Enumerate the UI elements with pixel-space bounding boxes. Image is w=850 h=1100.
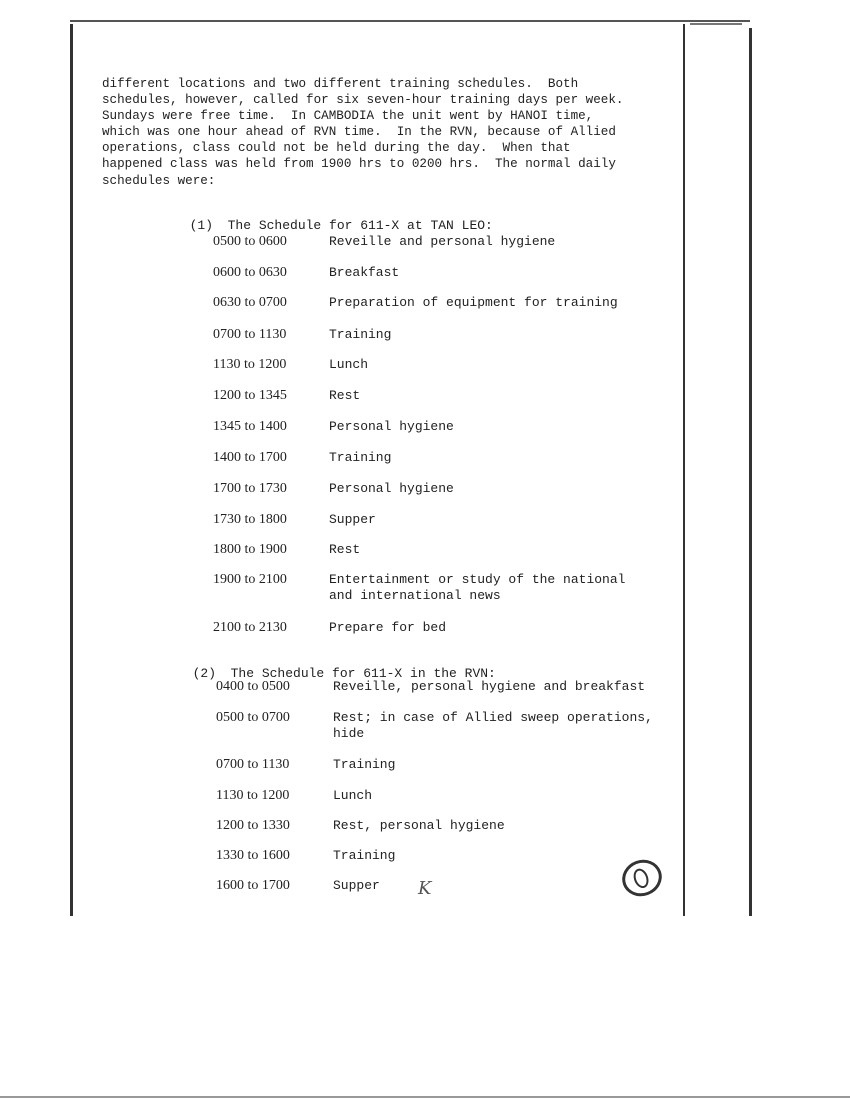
activity: Rest [329, 542, 361, 557]
activity: Personal hygiene [329, 419, 454, 434]
time-range: 1330 to 1600 [216, 848, 290, 863]
time-range: 1900 to 2100 [213, 572, 287, 587]
intro-line: which was one hour ahead of RVN time. In the RVN, because of Allied [102, 125, 616, 140]
activity: Rest, personal hygiene [333, 818, 505, 833]
intro-line: different locations and two different training schedules. Both [102, 77, 579, 91]
time-range: 1800 to 1900 [213, 542, 287, 557]
time-range: 1345 to 1400 [213, 419, 287, 434]
activity-continued: hide [333, 726, 365, 741]
time-range: 0700 to 1130 [213, 327, 287, 342]
time-range: 1130 to 1200 [213, 357, 287, 372]
intro-line: schedules were: [102, 173, 216, 188]
time-range: 0500 to 0600 [213, 234, 287, 249]
activity: Prepare for bed [329, 620, 447, 635]
schedule1-title: The Schedule for 611-X at TAN LEO: [227, 218, 493, 233]
schedule2-title: The Schedule for 611-X in the RVN: [230, 666, 496, 681]
time-range: 0700 to 1130 [216, 757, 290, 772]
activity: Rest; in case of Allied sweep operations, [333, 710, 653, 725]
activity: Personal hygiene [329, 481, 454, 496]
activity: Entertainment or study of the national [329, 572, 626, 587]
left-margin-rule [70, 24, 73, 916]
activity: Supper [329, 512, 376, 527]
time-range: 0400 to 0500 [216, 679, 290, 694]
intro-line: schedules, however, called for six seven-hour training days per week. [102, 93, 624, 108]
time-range: 1700 to 1730 [213, 481, 287, 496]
schedule2-number: (2) [192, 666, 217, 681]
time-range: 0600 to 0630 [213, 265, 287, 280]
activity: Breakfast [329, 265, 400, 280]
time-range: 0630 to 0700 [213, 295, 287, 310]
activity: Training [333, 757, 396, 772]
time-range: 1200 to 1330 [216, 818, 290, 833]
activity: Preparation of equipment for training [329, 295, 618, 310]
schedule1-number: (1) [189, 218, 214, 233]
intro-paragraph [102, 76, 662, 189]
time-range: 1200 to 1345 [213, 388, 287, 403]
activity: Training [329, 327, 392, 342]
activity: Lunch [329, 357, 369, 372]
page-top-edge [70, 20, 750, 22]
activity: Reveille and personal hygiene [329, 234, 556, 249]
handwritten-mark: K [418, 878, 432, 899]
activity: Reveille, personal hygiene and breakfast [333, 679, 646, 694]
corner-mark [690, 23, 742, 25]
time-range: 1600 to 1700 [216, 878, 290, 893]
right-margin-rule [683, 24, 685, 916]
activity-continued: and international news [329, 588, 501, 603]
archive-stamp [617, 854, 667, 902]
time-range: 2100 to 2130 [213, 620, 287, 635]
schedule1-heading [174, 203, 493, 233]
intro-line: operations, class could not be held during the day. When that [102, 141, 571, 156]
activity: Training [329, 450, 392, 465]
activity: Supper [333, 878, 380, 893]
intro-line: Sundays were free time. In CAMBODIA the unit went by HANOI time, [102, 109, 594, 124]
intro-line: happened class was held from 1900 hrs to 0200 hrs. The normal daily [102, 157, 616, 172]
page-bottom-edge [0, 1096, 850, 1098]
activity: Rest [329, 388, 361, 403]
time-range: 1730 to 1800 [213, 512, 287, 527]
schedule2-heading [177, 651, 496, 681]
outer-margin-rule [749, 28, 752, 916]
activity: Training [333, 848, 396, 863]
activity: Lunch [333, 788, 373, 803]
time-range: 1400 to 1700 [213, 450, 287, 465]
time-range: 1130 to 1200 [216, 788, 290, 803]
time-range: 0500 to 0700 [216, 710, 290, 725]
